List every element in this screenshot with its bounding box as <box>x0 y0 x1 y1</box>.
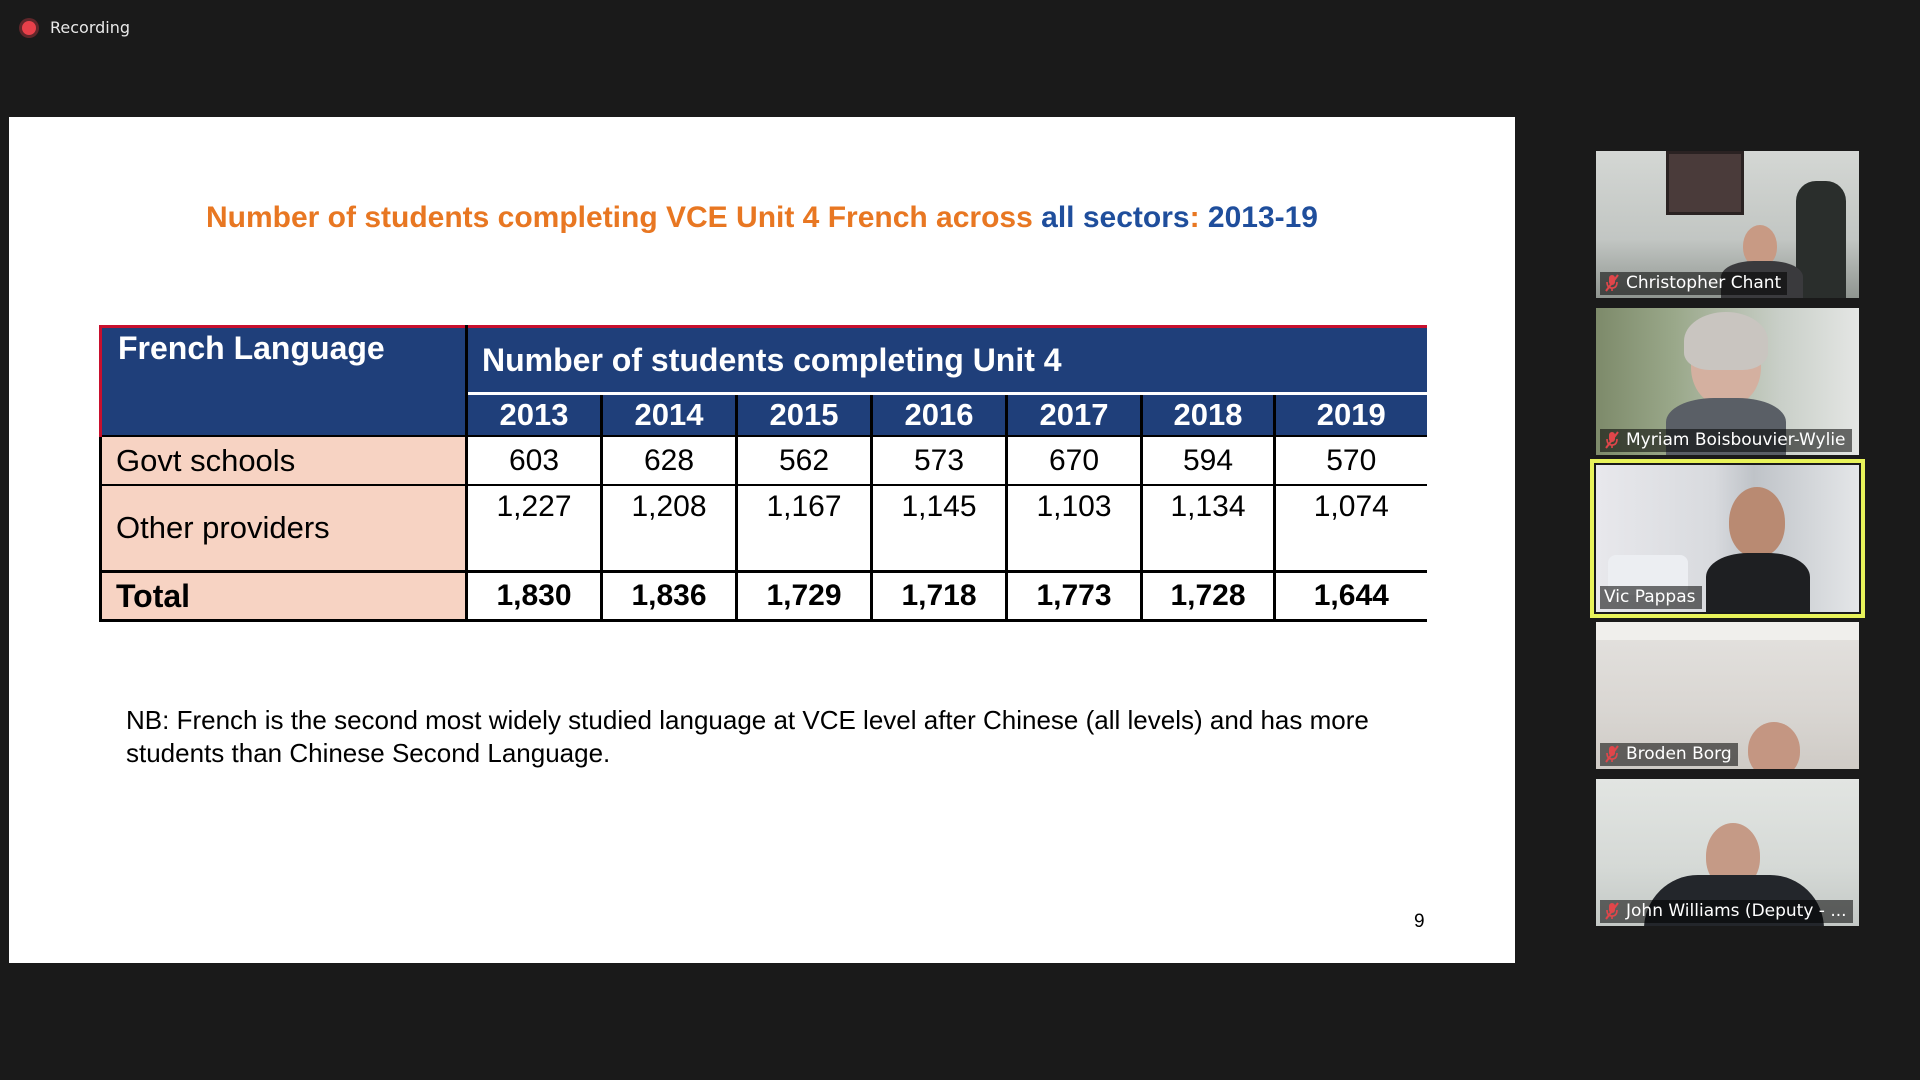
students-table <box>99 325 1427 622</box>
table-cell: 1,167 <box>737 485 872 572</box>
participant-name: Vic Pappas <box>1604 587 1696 607</box>
recording-indicator[interactable] <box>22 18 130 37</box>
mic-muted-icon <box>1604 902 1620 920</box>
wall-painting <box>1666 151 1744 215</box>
year-header: 2014 <box>602 394 737 437</box>
row-header-cell: French Language <box>101 327 467 437</box>
participant-name-bar <box>1600 272 1787 295</box>
shared-screen-slide <box>9 117 1515 963</box>
page-number: 9 <box>1414 911 1425 932</box>
coats <box>1796 181 1846 298</box>
table-row <box>101 485 1427 572</box>
table-cell: 1,644 <box>1275 572 1427 621</box>
slide-title-part2: all sectors <box>1032 201 1190 234</box>
year-header: 2015 <box>737 394 872 437</box>
slide-title-part1: Number of students completing VCE Unit 4 French across <box>205 201 1033 234</box>
table-cell: 573 <box>872 436 1007 485</box>
participant-name-bar <box>1600 429 1852 452</box>
mic-muted-icon <box>1604 431 1620 449</box>
group-header-cell: Number of students completing Unit 4 <box>467 327 1427 394</box>
table-cell: 628 <box>602 436 737 485</box>
year-header: 2017 <box>1007 394 1142 437</box>
table-cell: 1,836 <box>602 572 737 621</box>
person-head <box>1729 487 1785 557</box>
participant-tile[interactable] <box>1596 151 1859 298</box>
table-cell: 1,227 <box>467 485 602 572</box>
person-body <box>1706 553 1810 612</box>
table-cell: 1,145 <box>872 485 1007 572</box>
slide-title-part4: 2013-19 <box>1207 201 1318 234</box>
table-cell: 1,134 <box>1142 485 1275 572</box>
participant-tile-active-speaker[interactable] <box>1596 465 1859 612</box>
mic-muted-icon <box>1604 745 1620 763</box>
participant-name: Myriam Boisbouvier-Wylie <box>1626 430 1846 450</box>
table-cell: 1,729 <box>737 572 872 621</box>
table-cell: 562 <box>737 436 872 485</box>
person-head <box>1748 722 1800 769</box>
slide-title-part3: : <box>1189 201 1208 234</box>
participant-name-bar <box>1600 586 1702 609</box>
year-header: 2013 <box>467 394 602 437</box>
table-cell: 603 <box>467 436 602 485</box>
table-cell: 594 <box>1142 436 1275 485</box>
table-cell: 1,830 <box>467 572 602 621</box>
participant-name: John Williams (Deputy - ... <box>1626 901 1847 921</box>
recording-icon <box>22 21 36 35</box>
year-header: 2019 <box>1275 394 1427 437</box>
row-label: Total <box>101 572 467 621</box>
row-label: Other providers <box>101 485 467 572</box>
year-header: 2018 <box>1142 394 1275 437</box>
table-cell: 1,074 <box>1275 485 1427 572</box>
participant-name: Christopher Chant <box>1626 273 1782 293</box>
slide-title <box>9 201 1515 235</box>
recording-label: Recording <box>50 18 131 37</box>
table-cell: 670 <box>1007 436 1142 485</box>
participant-name-bar <box>1600 743 1738 766</box>
table-cell: 1,773 <box>1007 572 1142 621</box>
table-row <box>101 436 1427 485</box>
table-cell: 1,718 <box>872 572 1007 621</box>
ceiling <box>1596 622 1859 640</box>
slide-note: NB: French is the second most widely studied language at VCE level after Chinese (all levels) and has more students than Chinese Second Language. <box>126 705 1369 768</box>
mic-muted-icon <box>1604 274 1620 292</box>
participant-name-bar <box>1600 900 1853 923</box>
table-cell: 570 <box>1275 436 1427 485</box>
participant-name: Broden Borg <box>1626 744 1732 764</box>
table-cell: 1,208 <box>602 485 737 572</box>
participant-tile[interactable] <box>1596 308 1859 455</box>
person-hair <box>1684 312 1768 370</box>
table-row-total <box>101 572 1427 621</box>
participant-tile[interactable] <box>1596 622 1859 769</box>
table-cell: 1,103 <box>1007 485 1142 572</box>
table-cell: 1,728 <box>1142 572 1275 621</box>
row-label: Govt schools <box>101 436 467 485</box>
year-header: 2016 <box>872 394 1007 437</box>
participant-tile[interactable] <box>1596 779 1859 926</box>
